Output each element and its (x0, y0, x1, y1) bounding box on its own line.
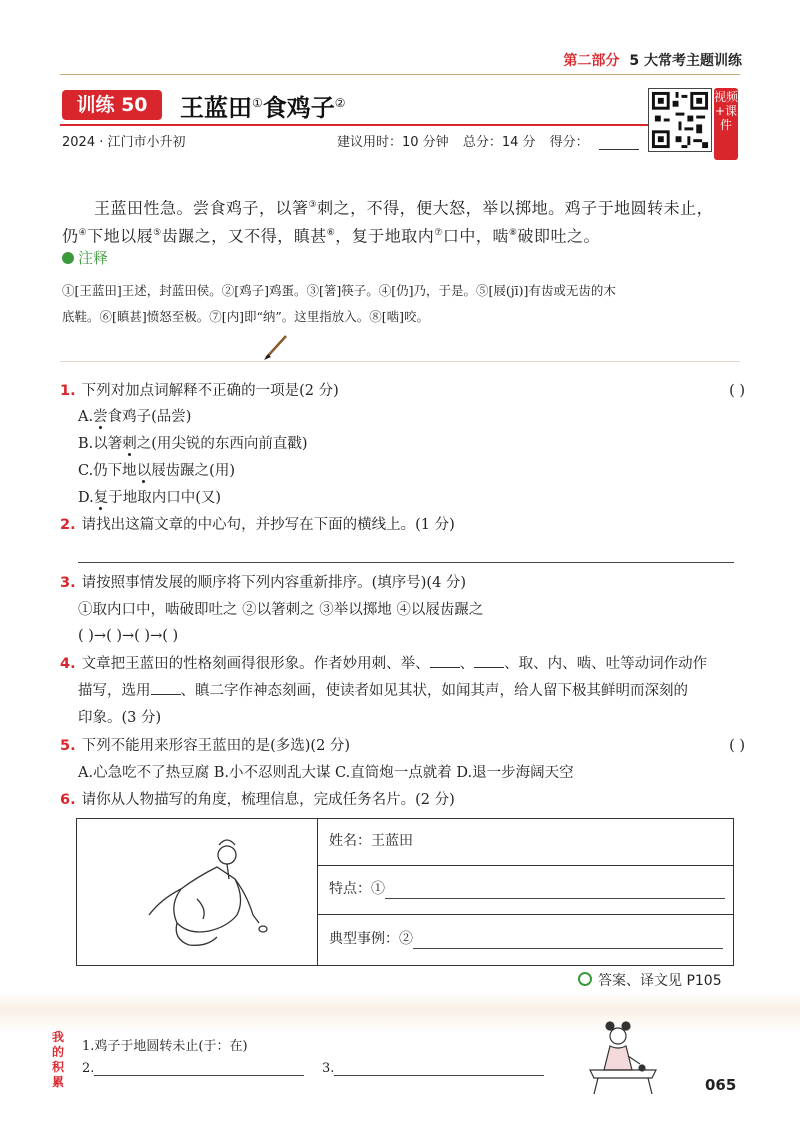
my-accumulation-label: 我的积累 (51, 1030, 64, 1089)
answer-reference[interactable]: 答案、译文见 P105 (578, 970, 722, 990)
answer-blank[interactable]: ( ) (729, 738, 745, 754)
notes-icon (62, 252, 74, 264)
question-2: 2. 请找出这篇文章的中心句，并抄写在下面的横线上。(1 分) (60, 517, 455, 533)
accumulation-2-blank[interactable] (94, 1063, 304, 1076)
q4-blank-1[interactable] (430, 653, 460, 668)
exam-meta (337, 131, 682, 150)
question-1: 1. 下列对加点词解释不正确的一项是(2 分) ( ) (60, 378, 740, 404)
passage-line-2: 仍④下地以屐⑤齿蹍之，又不得，瞋甚⑥，复于地取内⑦口中，啮⑧破即吐之。 (62, 226, 600, 246)
q4-line-3: 印象。(3 分) (78, 710, 162, 726)
q1-option-d[interactable]: D.复于地取内口中(又) (78, 490, 222, 506)
character-card (76, 818, 734, 966)
question-3: 3. 请按照事情发展的顺序将下列内容重新排序。(填序号)(4 分) (60, 575, 467, 591)
q4-blank-2[interactable] (474, 653, 504, 668)
page-number: 065 (705, 1076, 737, 1094)
title-underline (60, 124, 650, 126)
q2-answer-line[interactable] (78, 562, 734, 563)
question-6: 6. 请你从人物描写的角度，梳理信息，完成任务名片。(2 分) (60, 792, 455, 808)
accumulation-2: 2. (82, 1061, 304, 1076)
accumulation-3: 3. (322, 1061, 544, 1076)
exercise-badge: 训练 50 (62, 90, 162, 120)
card-trait-row: 特点：① (317, 879, 733, 899)
wang-lantian-illustration-icon (77, 819, 317, 965)
accumulation-1: 1.鸡子于地圆转未止(于：在) (82, 1039, 248, 1054)
section-header (563, 50, 742, 70)
search-icon (578, 972, 592, 986)
section-label: 5 大常考主题训练 (629, 53, 742, 69)
score-field: 得分： (550, 135, 672, 150)
reading-girl-icon (570, 1018, 670, 1098)
notes-heading: 注释 (62, 247, 108, 268)
exam-source: 2024 · 江门市小升初 (62, 135, 186, 150)
q4-line-2: 描写，选用 、瞋二字作神态刻画，使读者如见其状，如闻其声，给人留下极其鲜明而深刻的 (78, 678, 748, 704)
notes-line-2: 底鞋。⑥[瞋甚]愤怒至极。⑦[内]即“纳”。这里指放入。⑧[啮]咬。 (62, 309, 430, 324)
header-divider (60, 74, 740, 75)
total-score: 总分：14 分 (462, 135, 536, 150)
qr-code-icon[interactable] (648, 88, 712, 152)
card-event-row: 典型事例：② (317, 929, 733, 949)
q3-order-blanks[interactable]: ( )→( )→( )→( ) (78, 628, 179, 644)
answer-blank[interactable]: ( ) (729, 383, 745, 399)
q4-blank-3[interactable] (151, 680, 181, 695)
q5-options[interactable]: A.心急吃不了热豆腐 B.小不忍则乱大谋 C.直筒炮一点就着 D.退一步海阔天空 (78, 765, 574, 781)
video-courseware-tab[interactable]: 视频+课件 (714, 88, 738, 160)
part-label: 第二部分 (563, 53, 620, 69)
page-title: 王蓝田①食鸡子② (180, 93, 346, 122)
card-illustration (77, 819, 318, 965)
section-divider (60, 361, 740, 362)
notes-line-1: ①[王蓝田]王述，封蓝田侯。②[鸡子]鸡蛋。③[箸]筷子。④[仍]乃，于是。⑤[屐(jī)]有齿或无齿的木 (62, 283, 616, 298)
question-4: 4. 文章把王蓝田的性格刻画得很形象。作者妙用刺、举、 、 、取、内、啮、吐等动词作动作 (60, 651, 750, 677)
event-blank[interactable] (413, 932, 723, 949)
passage-line-1: 王蓝田性急。尝食鸡子，以箸③刺之，不得，便大怒，举以掷地。鸡子于地圆转未止， (94, 198, 714, 218)
q1-option-c[interactable]: C.仍下地以屐齿蹍之(用) (78, 463, 236, 479)
brush-icon (262, 332, 292, 362)
q1-option-b[interactable]: B.以箸刺之(用尖锐的东西向前直戳) (78, 436, 308, 452)
q3-items: ①取内口中，啮破即吐之 ②以箸刺之 ③举以掷地 ④以屐齿蹍之 (78, 602, 484, 618)
accumulation-3-blank[interactable] (334, 1063, 544, 1076)
card-name-row: 姓名：王蓝田 (329, 833, 413, 849)
question-5: 5. 下列不能用来形容王蓝田的是(多选)(2 分) ( ) (60, 733, 740, 759)
trait-blank[interactable] (385, 882, 725, 899)
q1-option-a[interactable]: A.尝食鸡子(品尝) (78, 409, 192, 425)
footer-decoration (0, 993, 800, 1033)
suggested-time: 建议用时：10 分钟 (337, 135, 449, 150)
